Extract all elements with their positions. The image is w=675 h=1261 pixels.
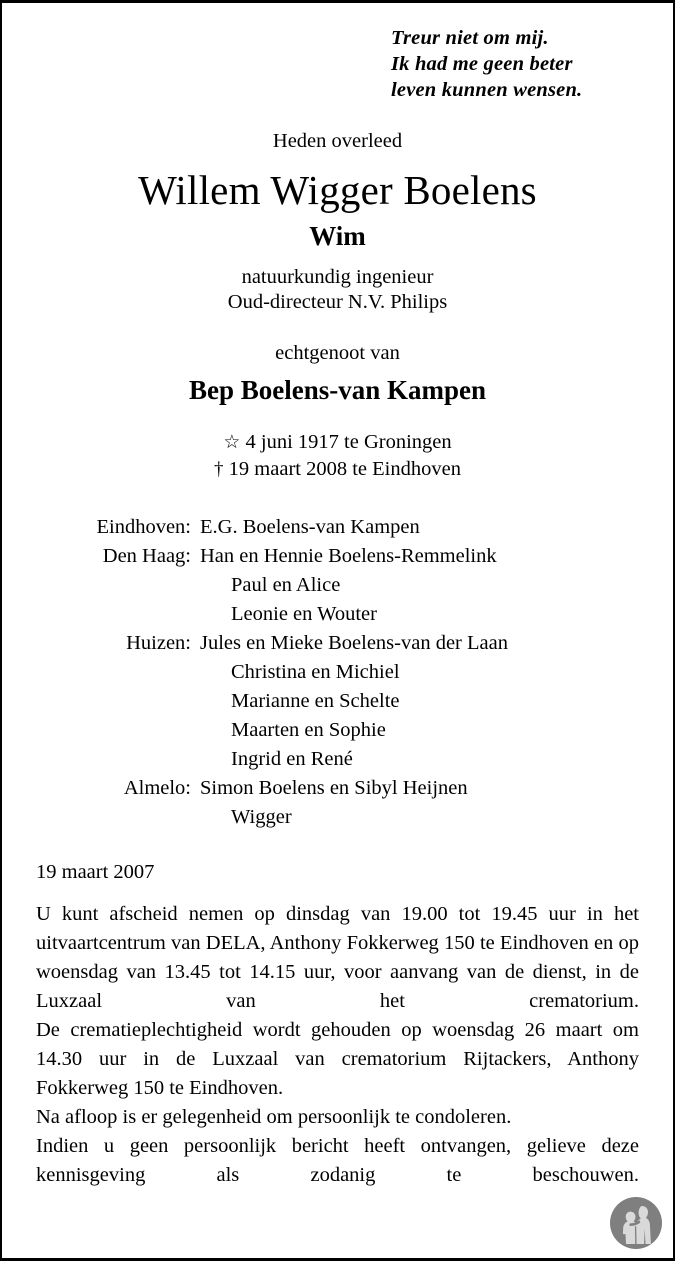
family-list	[36, 513, 639, 832]
verse-line-1: Treur niet om mij.	[391, 27, 549, 49]
birth-date-line	[36, 429, 639, 456]
family-place: Almelo:	[123, 777, 191, 799]
family-row	[36, 542, 639, 571]
family-row	[36, 600, 639, 629]
body-paragraph-2: De crematieplechtigheid wordt gehouden op woensdag 26 maart om 14.30 uur in de Luxzaal van crematorium Rijtackers, Anthony Fokkerweg 150 te Eindhoven.	[36, 1019, 639, 1099]
epitaph-verse	[36, 3, 639, 103]
spouse-name: Bep Boelens-van Kampen	[188, 375, 487, 405]
family-row	[36, 513, 639, 542]
family-name: Wigger	[231, 806, 292, 828]
body-paragraph-1: U kunt afscheid nemen op dinsdag van 19.00 tot 19.45 uur in het uitvaartcentrum van DELA, Anthony Fokkerweg 150 te Eindhoven en op woensdag van 13.45 tot 14.15 uur, voor aanvang van de dienst, in de Luxzaal van het crematorium.	[36, 903, 639, 1012]
profession-line-2: Oud-directeur N.V. Philips	[227, 291, 448, 313]
death-date-line	[36, 456, 639, 483]
family-row	[36, 774, 639, 803]
announcement-intro: Heden overleed	[272, 130, 403, 152]
deceased-full-name: Willem Wigger Boelens	[138, 167, 537, 213]
family-name: Leonie en Wouter	[231, 603, 377, 625]
cross-dagger-icon: †	[214, 459, 224, 480]
notice-inner	[2, 3, 673, 1258]
life-dates-block	[36, 429, 639, 483]
birth-date-text: 4 juni 1917 te Groningen	[245, 431, 452, 453]
embracing-figures-logo	[609, 1196, 663, 1250]
deceased-nickname: Wim	[309, 221, 366, 251]
family-name: Christina en Michiel	[231, 661, 400, 683]
family-row	[36, 803, 639, 832]
spouse-intro-label: echtgenoot van	[275, 342, 400, 364]
family-name: Maarten en Sophie	[231, 719, 386, 741]
star-icon: ☆	[223, 432, 241, 453]
body-paragraph-3: Na afloop is er gelegenheid om persoonlijk te condoleren.	[36, 1106, 512, 1128]
family-place: Eindhoven:	[96, 516, 191, 538]
family-row	[36, 745, 639, 774]
family-name: Marianne en Schelte	[231, 690, 400, 712]
family-name: Jules en Mieke Boelens-van der Laan	[200, 632, 508, 654]
profession-block	[36, 265, 639, 315]
verse-line-2: Ik had me geen beter	[391, 53, 573, 75]
family-row	[36, 571, 639, 600]
body-paragraph-4: Indien u geen persoonlijk bericht heeft ontvangen, gelieve deze kennisgeving als zodanig te beschouwen.	[36, 1135, 639, 1186]
family-name: Paul en Alice	[231, 574, 341, 596]
notice-date: 19 maart 2007	[36, 861, 155, 883]
family-row	[36, 629, 639, 658]
family-row	[36, 687, 639, 716]
family-name: Han en Hennie Boelens-Remmelink	[200, 545, 497, 567]
announcement-block	[36, 129, 639, 483]
profession-line-1: natuurkundig ingenieur	[241, 266, 434, 288]
family-name: Ingrid en René	[231, 748, 353, 770]
family-place: Huizen:	[126, 632, 191, 654]
family-place: Den Haag:	[102, 545, 191, 567]
family-name: Simon Boelens en Sibyl Heijnen	[200, 777, 468, 799]
notice-body	[36, 900, 639, 1190]
family-row	[36, 658, 639, 687]
death-date-text: 19 maart 2008 te Eindhoven	[228, 458, 461, 480]
family-name: E.G. Boelens-van Kampen	[200, 516, 420, 538]
family-row	[36, 716, 639, 745]
verse-line-3: leven kunnen wensen.	[391, 79, 583, 101]
